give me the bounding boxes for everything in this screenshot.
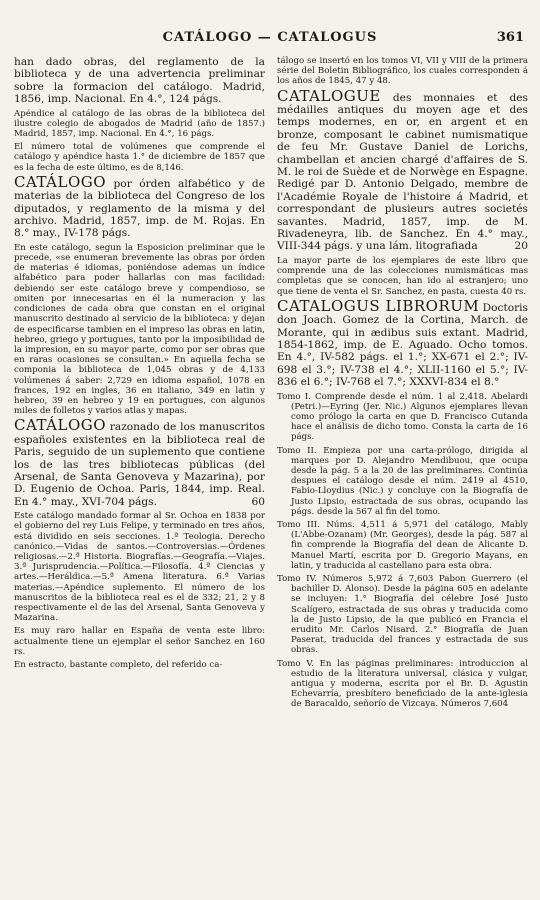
paragraph-text: tálogo se insertó en los tomos VI, VII y VIII de la primera série del Boletin Bibliográfico, los cuales corresponden á los años de 1845, 47 y 48.	[277, 56, 528, 87]
left-column	[14, 56, 265, 713]
right-paragraph	[277, 256, 528, 297]
right-paragraph	[277, 659, 528, 710]
paragraph-text: Tomo III. Núms. 4,511 á 5,971 del catálogo, Mably (L'Abbe-Ozanam) (Mr. Georges), desde la pág. 587 al fin comprende la Biografía del dean de Alicante D. Manuel Martí, escrita por D. Gregorio Mayans, en latin, y traducida al castellano para esta obra.	[277, 519, 528, 571]
right-paragraph	[277, 392, 528, 443]
paragraph-text: Doctoris don Joach. Gomez de la Cortina, March. de Morante, qui in ædibus suis extant. Madrid, 1854-1862, imp. de E. Aguado. Ocho tomos. En 4.°, IV-582 págs. el 1.°; XX-671 el 2.°; IV-698 el 3.°; IV-738 el 4.°; XLII-1160 el 5.°; IV-836 el 6.°; IV-768 el 7.°; XXXVI-834 el 8.°	[277, 301, 528, 389]
left-paragraph	[14, 416, 265, 508]
paragraph-text: Apéndice al catálogo de las obras de la biblioteca del ilustre colegio de abogados de Madrid (año de 1857.) Madrid, 1857, imp. Nacional. En 4.°, 16 págs.	[14, 108, 265, 140]
left-paragraph	[14, 172, 265, 240]
right-paragraph	[277, 56, 528, 87]
right-paragraph	[277, 86, 528, 253]
paragraph-text: Tomo IV. Números 5,972 á 7,603 Pabon Guerrero (el bachiller D. Alonso). Desde la página 605 en adelante se incluyen: 1.° Biografía del célebre José Justo Scalígero, estractada de sus obras y traducida como la de Justo Lipsio, de la que publicó en Francia el erudito Mr. Carlos Nisard. 2.° Biografía de Juan Paserat, traducida del frances y estractada de sus obras.	[277, 574, 528, 656]
left-paragraph	[14, 660, 265, 670]
paragraph-text: En este catálogo, segun la Esposicion preliminar que le precede, «se enumeran brevemente las obras por órden de materias é idiomas, poniéndose ademas un índice alfabético para poder hallarlas con mas facilidad: debiendo ser este catálogo breve y compendioso, se omiten por innecesarias en él la numeracion y las condiciones de cada obra que constan en el original manuscrito destinado al servicio de la biblioteca: y dejan de especificarse tambien en el impreso las obras en latin, hebreo, griego y portugues, tanto por la imposibilidad de la impresion, en su mayor parte, como por ser obras que en raras ocasiones se consultan.» En aquella fecha se componia la biblioteca de 1,045 obras y de 4,133 volúmenes á saber: 2,729 en idioma español, 1078 en frances, 192 en ingles, 36 en italiano, 349 en latin y hebreo, 39 en hebreo y 19 en portugues, con algunos miles de folletos y varios atlas y mapas.	[14, 242, 265, 417]
paragraph-text: Es muy raro hallar en España de venta este libro: actualmente tiene un ejemplar el señor Sanchez en 160 rs.	[14, 626, 265, 657]
running-header	[0, 30, 540, 52]
right-paragraph	[277, 446, 528, 517]
paragraph-text: razonado de los manuscritos españoles existentes en la biblioteca real de Paris, seguido de un suplemento que contiene los de las tres bibliotecas públicas (del Arsenal, de Santa Genoveva y Mazarina), por D. Eugenio de Ochoa. Paris, 1844, imp. Real. En 4.° may., XVI-704 págs.	[14, 421, 265, 508]
entry-heading: CATÁLOGO	[14, 416, 107, 435]
paragraph-text: Tomo II. Empieza por una carta-prólogo, dirigida al marques por D. Alejandro Mendibuou, que ocupa desde la pág. 5 a la 20 de las preliminares. Continúa despues el catálogo desde el núm. 2419 al 4510, Fabio-Lloydius (Nic.) y concluye con la Biografía de Justo Lipsio, estractada de sus obras, ocupando las págs. desde la 567 al fin del tomo.	[277, 445, 528, 517]
paragraph-text: El número total de volúmenes que comprende el catálogo y apéndice hasta 1.° de diciembre de 1857 que es la fecha de este último, es de 8,146.	[14, 142, 265, 173]
paragraph-text: Tomo I. Comprende desde el núm. 1 al 2,418. Abelardi (Petri.)—Eyring (Jer. Nic.) Algunos ejemplares llevan como prólogo la carta en que D. Francisco Cutanda hace el análisis de dicho tomo. Consta la carta de 16 págs.	[277, 391, 528, 443]
right-paragraph	[277, 520, 528, 571]
two-column-body	[14, 56, 528, 713]
left-paragraph	[14, 56, 265, 106]
paragraph-text: por órden alfabético y de materias de la biblioteca del Congreso de los diputados, y reglamento de la misma y del archivo. Madrid, 1857, imp. de M. Rojas. En 8.° may., IV-178 págs.	[14, 177, 265, 240]
paragraph-text: des monnaies et des médailles antiques du moyen age et des temps modernes, en or, en argent et en bronze, composant le cabinet numismatique de feu Mr. Gustave Daniel de Lorichs, chambellan et ancien chargé d'affaires de S. M. le roi de Suède et de Norwège en Espagne. Redigé par D. Antonio Delgado, membre de l'Académie Royale de l'histoire á Madrid, et correspondant de plusieurs autres societés savantes. Madrid, 1857, imp. de M. Rivadeneyra, lib. de Sanchez. En 4.° may., VIII-344 págs. y una lám. litografiada	[277, 91, 528, 253]
left-paragraph	[14, 511, 265, 623]
entry-price: 60	[251, 495, 265, 508]
entry-heading: CATALOGUE	[277, 86, 381, 105]
entry-heading: CATÁLOGO	[14, 172, 107, 191]
paragraph-text: han dado obras, del reglamento de la biblioteca y de una advertencia preliminar sobre la formacion del catálogo. Madrid, 1856, imp. Nacional. En 4.°, 124 págs.	[14, 56, 265, 106]
right-paragraph	[277, 296, 528, 389]
running-title: CATÁLOGO — CATALOGUS	[162, 30, 378, 45]
left-paragraph	[14, 626, 265, 657]
left-paragraph	[14, 243, 265, 416]
left-paragraph	[14, 142, 265, 173]
right-column	[277, 56, 528, 713]
entry-heading: CATALOGUS LIBRORUM	[277, 296, 480, 315]
page-number: 361	[496, 30, 524, 45]
paragraph-text: La mayor parte de los ejemplares de este libro que comprende una de las colecciones numismáticas mas completas que se conocen, han ido al estranjero; uno que tiene de venta el Sr. Sanchez, en pasta, cuesta 40 rs.	[277, 255, 528, 297]
paragraph-text: Este catálogo mandado formar al Sr. Ochoa en 1838 por el gobierno del rey Luis Felipe, y terminado en tres años, está dividido en seis secciones. 1.ª Teologia. Derecho canónico.—Vidas de santos.—Controversias.—Órdenes religiosas.—2.ª Historia. Biografías.—Geografía.—Viajes. 3.ª Jurisprudencia.—Política.—Filosofía. 4.ª Ciencias y artes.—Heráldica.—5.ª Amena literatura. 6.ª Varias materias.—Apéndice suplemento. El número de los manuscritos de la biblioteca real es el de 332; 21, 2 y 8 respectivamente el de las del Arsenal, Santa Genoveva y Mazarina.	[14, 511, 265, 624]
paragraph-text: Tomo V. En las páginas preliminares: introduccion al estudio de la literatura universal, clásica y vulgar, antigua y moderna, escrita por el Br. D. Agustin Echevarría, presbítero beneficiado de la ante-iglesia de Baracaldo, señorío de Vizcaya. Números 7,604	[277, 658, 528, 710]
entry-price: 20	[514, 240, 528, 253]
left-paragraph	[14, 109, 265, 140]
paragraph-text: En estracto, bastante completo, del referido ca-	[14, 660, 223, 671]
right-paragraph	[277, 574, 528, 656]
